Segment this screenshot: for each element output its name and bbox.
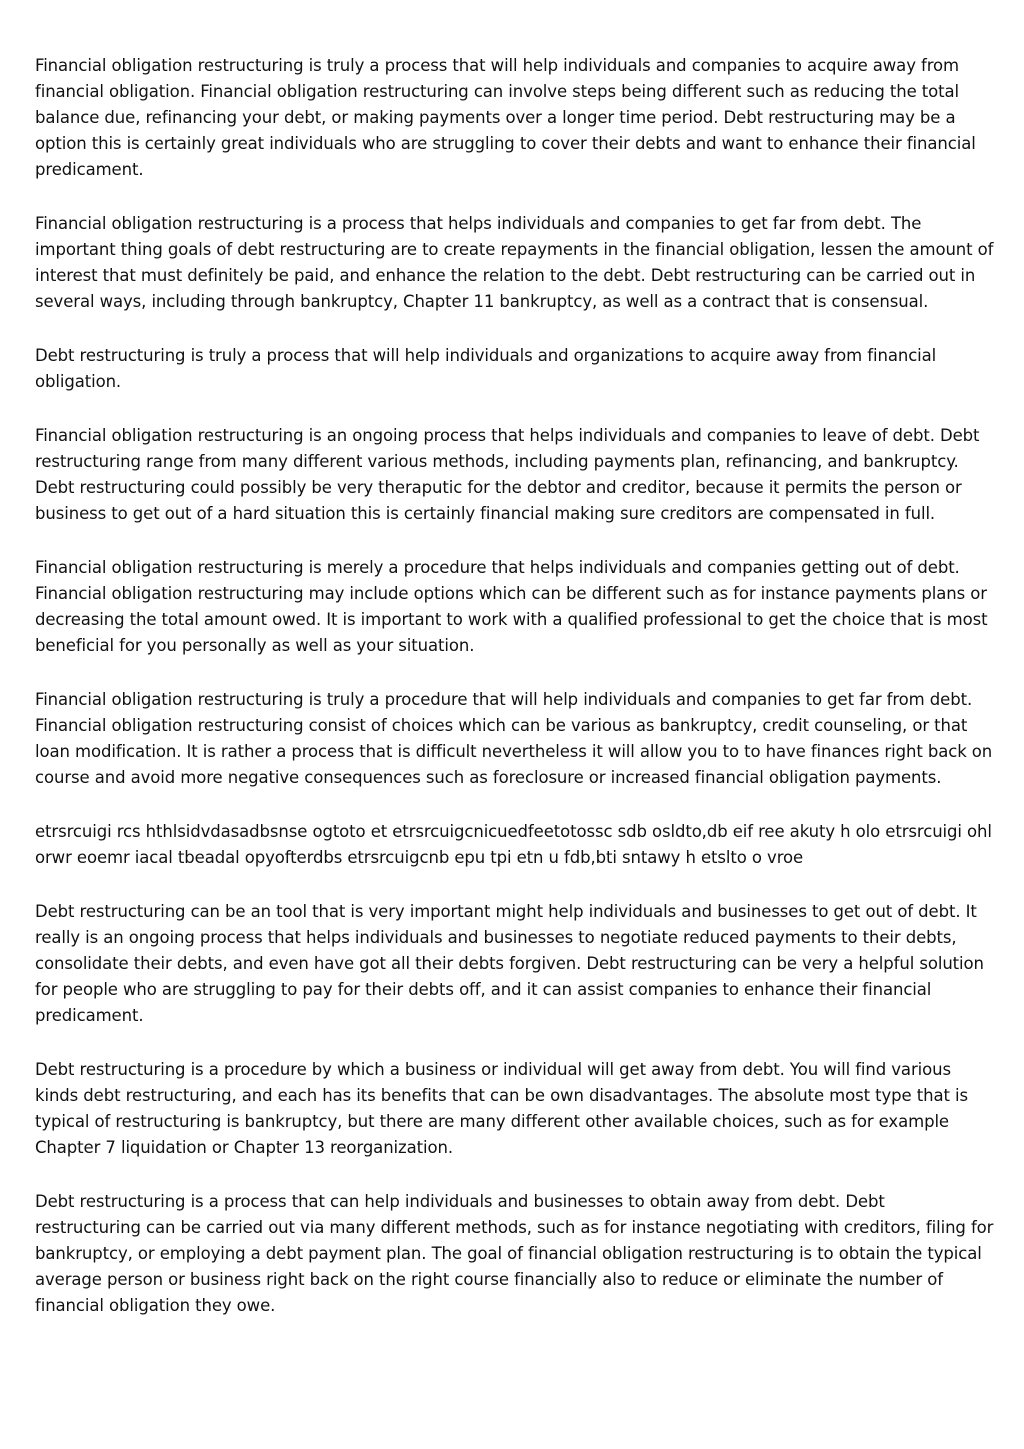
paragraph-4: Financial obligation restructuring is an ongoing process that helps individuals and companies to leave of debt. Debt restructuring range from many different various methods, including payments plan, refinancing, and bankruptcy. Debt restructuring could possibly be very theraputic for the debtor and creditor, because it permits the person or business to get out of a hard situation this is certainly financial making sure creditors are compensated in full. <box>35 426 980 523</box>
document-body <box>35 53 995 1347</box>
paragraph-5: Financial obligation restructuring is merely a procedure that helps individuals and companies getting out of debt. Financial obligation restructuring may include options which can be different such as for instance payments plans or decreasing the total amount owed. It is important to work with a qualified professional to get the choice that is most beneficial for you personally as well as your situation. <box>35 558 988 655</box>
paragraph-8: Debt restructuring can be an tool that is very important might help individuals and businesses to get out of debt. It really is an ongoing process that helps individuals and businesses to negotiate reduced payments to their debts, consolidate their debts, and even have got all their debts forgiven. Debt restructuring can be very a helpful solution for people who are struggling to pay for their debts off, and it can assist companies to enhance their financial predicament. <box>35 902 984 1025</box>
paragraph-3: Debt restructuring is truly a process that will help individuals and organizations to acquire away from financial obligation. <box>35 346 937 391</box>
paragraph-9: Debt restructuring is a procedure by which a business or individual will get away from debt. You will find various kinds debt restructuring, and each has its benefits that can be own disadvantages. The absolute most type that is typical of restructuring is bankruptcy, but there are many different other available choices, such as for example Chapter 7 liquidation or Chapter 13 reorganization. <box>35 1060 968 1157</box>
paragraph-10: Debt restructuring is a process that can help individuals and businesses to obtain away from debt. Debt restructuring can be carried out via many different methods, such as for instance negotiating with creditors, filing for bankruptcy, or employing a debt payment plan. The goal of financial obligation restructuring is to obtain the typical average person or business right back on the right course financially also to reduce or eliminate the number of financial obligation they owe. <box>35 1192 994 1315</box>
paragraph-6: Financial obligation restructuring is truly a procedure that will help individuals and companies to get far from debt. Financial obligation restructuring consist of choices which can be various as bankruptcy, credit counseling, or that loan modification. It is rather a process that is difficult nevertheless it will allow you to to have finances right back on course and avoid more negative consequences such as foreclosure or increased financial obligation payments. <box>35 690 993 787</box>
paragraph-2: Financial obligation restructuring is a process that helps individuals and companies to get far from debt. The important thing goals of debt restructuring are to create repayments in the financial obligation, lessen the amount of interest that must definitely be paid, and enhance the relation to the debt. Debt restructuring can be carried out in several ways, including through bankruptcy, Chapter 11 bankruptcy, as well as a contract that is consensual. <box>35 214 994 311</box>
paragraph-1: Financial obligation restructuring is truly a process that will help individuals and companies to acquire away from financial obligation. Financial obligation restructuring can involve steps being different such as reducing the total balance due, refinancing your debt, or making payments over a longer time period. Debt restructuring may be a option this is certainly great individuals who are struggling to cover their debts and want to enhance their financial predicament. <box>35 56 976 179</box>
paragraph-7: etrsrcuigi rcs hthlsidvdasadbsnse ogtoto et etrsrcuigcnicuedfeetotossc sdb osldto,db eif ree akuty h olo etrsrcuigi ohl orwr eoemr iacal tbeadal opyofterdbs etrsrcuigcnb epu tpi etn u fdb,bti sntawy h etslto o vroe <box>35 822 992 867</box>
